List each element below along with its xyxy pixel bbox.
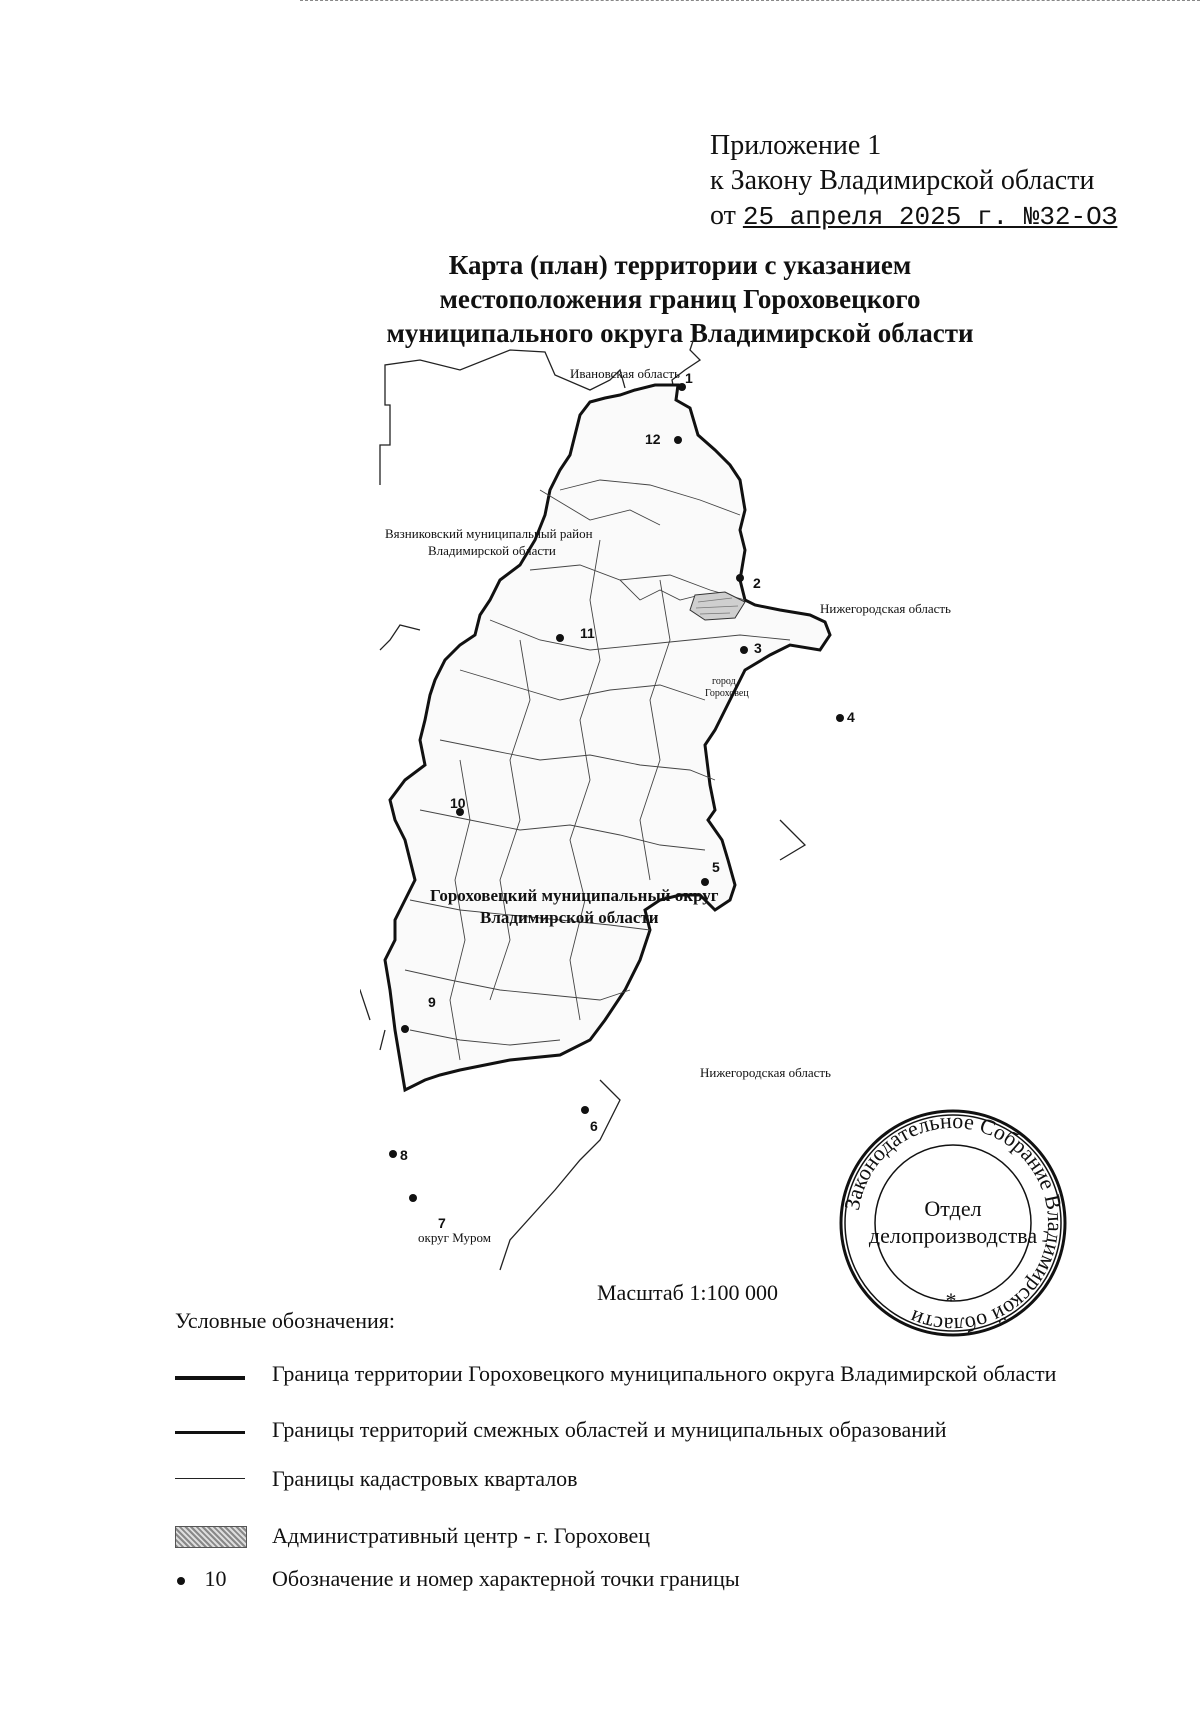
point-label-11: 11: [580, 625, 595, 641]
label-murom: округ Муром: [418, 1230, 491, 1245]
legend-item-district-boundary: [175, 1360, 1125, 1420]
point-label-5: 5: [712, 859, 720, 875]
legend-symbol-thick-line: [175, 1376, 245, 1380]
appendix-line-1: Приложение 1: [710, 130, 882, 161]
title-line-3: муниципального округа Владимирской области: [386, 318, 974, 348]
point-label-6: 6: [590, 1118, 598, 1134]
legend-item-point: [175, 1565, 1125, 1595]
label-vyazniki-1: Вязниковский муниципальный район: [385, 526, 593, 541]
point-label-3: 3: [754, 640, 762, 656]
legend-item-admin-center: [175, 1522, 1125, 1552]
label-nizhny-north: Нижегородская область: [820, 601, 951, 616]
legend-item-adjacent-boundary: [175, 1416, 1125, 1446]
legend-symbol-point: [175, 1565, 245, 1592]
legend-symbol-medium-line: [175, 1431, 245, 1434]
legend-symbol-thin-line: [175, 1478, 245, 1479]
legend-text-2: Границы территорий смежных областей и муниципальных образований: [272, 1417, 947, 1442]
point-label-1: 1: [685, 370, 693, 386]
document-title: [330, 248, 1030, 350]
label-district-1: Гороховецкий муниципальный округ: [430, 886, 719, 905]
point-label-2: 2: [753, 575, 761, 591]
legend-text-4: Административный центр - г. Гороховец: [272, 1523, 651, 1548]
label-town-1: город: [712, 676, 736, 687]
appendix-date-prefix: от: [710, 200, 736, 231]
boundary-point-4: [836, 714, 844, 722]
legend-title: Условные обозначения:: [175, 1308, 396, 1333]
boundary-point-6: [581, 1106, 589, 1114]
appendix-date: 25 апреля 2025 г. №32-ОЗ: [742, 202, 1118, 232]
point-label-10: 10: [450, 795, 466, 811]
point-label-4: 4: [847, 709, 855, 725]
district-boundary: [385, 385, 830, 1090]
boundary-point-3: [740, 646, 748, 654]
stamp-ring-text: Законодательное Собрание Владимирской области: [838, 1108, 1068, 1338]
map-scale: Масштаб 1:100 000: [597, 1280, 778, 1305]
legend-text-3: Границы кадастровых кварталов: [272, 1466, 578, 1491]
appendix-line-3: [710, 198, 1117, 235]
appendix-header: [710, 128, 1117, 235]
label-town-2: Гороховец: [705, 688, 749, 699]
stamp-center-line-1: Отдел: [924, 1196, 982, 1221]
boundary-point-2: [736, 574, 744, 582]
legend-symbol-hatched-area: [175, 1526, 247, 1548]
point-label-8: 8: [400, 1147, 408, 1163]
page-top-edge: [300, 0, 1200, 1]
label-district-2: Владимирской области: [480, 908, 659, 927]
boundary-point-11: [556, 634, 564, 642]
boundary-point-5: [701, 878, 709, 886]
legend-text-5: Обозначение и номер характерной точки границы: [272, 1566, 740, 1591]
legend-point-number: 10: [204, 1566, 227, 1591]
label-ivanovo-region: Ивановская область: [570, 366, 680, 381]
boundary-point-8: [389, 1150, 397, 1158]
boundary-point-9: [401, 1025, 409, 1033]
point-label-9: 9: [428, 994, 436, 1010]
title-line-2: местоположения границ Гороховецкого: [439, 284, 921, 314]
boundary-point-12: [674, 436, 682, 444]
label-nizhny-south: Нижегородская область: [700, 1065, 831, 1080]
official-stamp: [838, 1108, 1068, 1338]
point-label-12: 12: [645, 431, 661, 447]
label-vyazniki-2: Владимирской области: [428, 543, 556, 558]
stamp-star: *: [945, 1288, 957, 1313]
legend-text-1: Граница территории Гороховецкого муниципального округа Владимирской области: [272, 1361, 1057, 1386]
title-line-1: Карта (план) территории с указанием: [448, 250, 912, 280]
appendix-line-2: к Закону Владимирской области: [710, 165, 1095, 196]
legend-point-dot: [177, 1577, 185, 1585]
legend-item-cadastral: [175, 1465, 1125, 1495]
point-label-7: 7: [438, 1215, 446, 1231]
stamp-center-line-2: делопроизводства: [868, 1223, 1038, 1248]
boundary-point-7: [409, 1194, 417, 1202]
